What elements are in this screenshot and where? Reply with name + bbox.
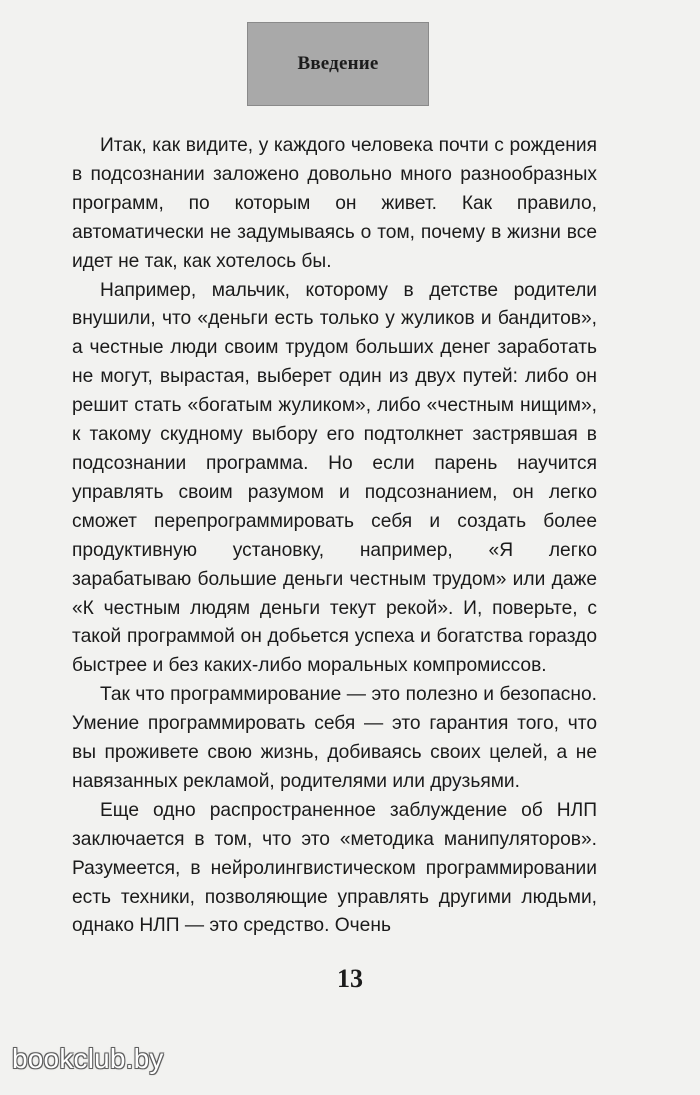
chapter-header-box — [247, 22, 429, 106]
paragraph-4: Еще одно распространенное заблуждение об НЛП заключается в том, что это «методика манипуляторов». Разумеется, в нейролингвистическом программировании есть техники, позволяющие управлять другими людьми, однако НЛП — это средство. Очень — [72, 799, 597, 937]
body-text — [72, 132, 597, 941]
page-number: 13 — [337, 964, 363, 993]
paragraph-2: Например, мальчик, которому в детстве родители внушили, что «деньги есть только у жуликов и бандитов», а честные люди своим трудом больших денег заработать не могут, вырастая, выберет один из двух путей: либо он решит стать «богатым жуликом», либо «честным нищим», к такому скудному выбору его подтолкнет застрявшая в подсознании программа. Но если парень научится управлять своим разумом и подсознанием, он легко сможет перепрограммировать себя и создать более продуктивную установку, например, «Я легко зарабатываю большие деньги честным трудом» или даже «К честным людям деньги текут рекой». И, поверьте, с такой программой он добьется успеха и богатства гораздо быстрее и без каких-либо моральных компромиссов. — [72, 279, 597, 677]
paragraph-3: Так что программирование — это полезно и безопасно. Умение программировать себя — это гарантия того, что вы проживете свою жизнь, добиваясь своих целей, а не навязанных рекламой, родителями или друзьями. — [72, 684, 597, 792]
watermark: bookclub.by — [12, 1043, 164, 1074]
paragraph-1: Итак, как видите, у каждого человека почти с рождения в подсознании заложено довольно много разнообразных программ, по которым он живет. Как правило, автоматически не задумываясь о том, почему в жизни все идет не так, как хотелось бы. — [72, 135, 597, 272]
chapter-title: Введение — [297, 53, 379, 74]
